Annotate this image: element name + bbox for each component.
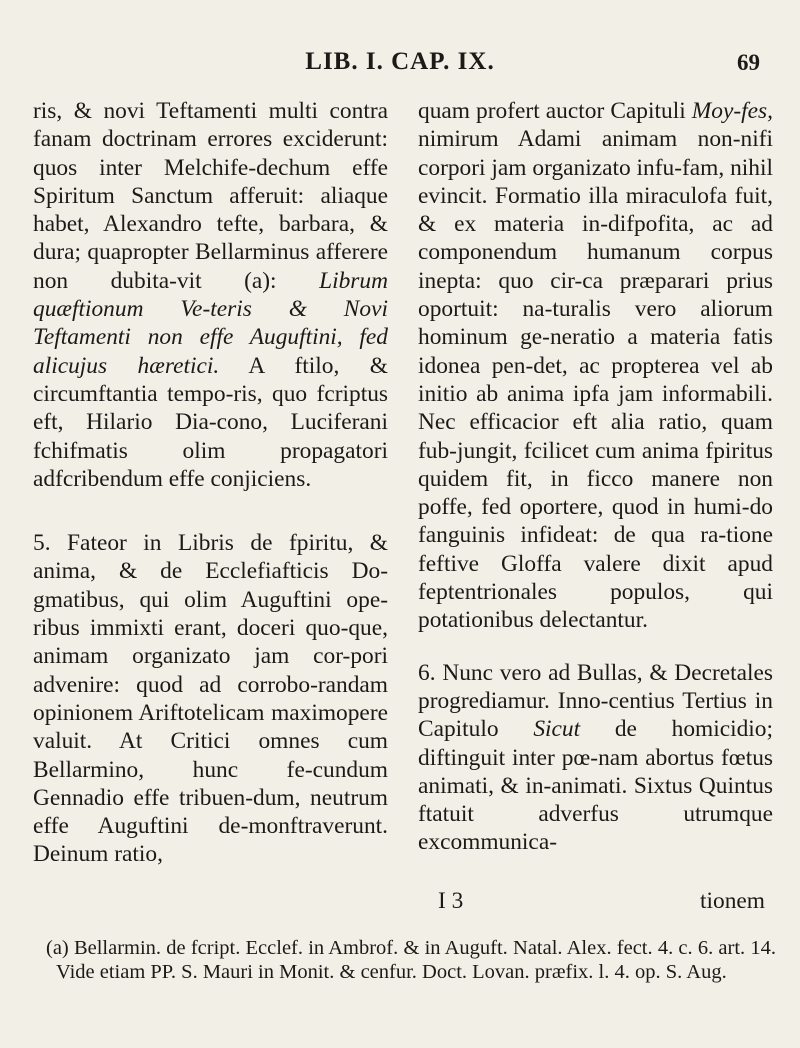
footnote [46, 936, 776, 984]
right-para2-italic: Sicut [533, 716, 581, 743]
right-para2-a: 6. Nunc vero ad Bullas, & Decretales progrediamur. Inno-centius Tertius in Capitulo [418, 659, 773, 743]
catchword: tionem [700, 888, 765, 914]
footnote-h: Aug. [686, 961, 727, 983]
page-number: 69 [737, 50, 760, 75]
right-column [418, 97, 773, 857]
left-para1-end: A ftilo, & circumftantia tempo-ris, quo fcriptus eft, Hilario Dia-cono, Luciferani fchifmatis olim propagatori adfcribendum effe conjiciens. [33, 352, 388, 492]
footnote-a: (a) Bellarmin. [46, 937, 162, 959]
footnote-f: Vide etiam PP. S. Mauri in Monit. & cenfur. Doct. Lovan. præfix. [56, 961, 594, 983]
left-para1-italic: Librum quæftionum Ve-teris & Novi Teftamenti non effe Auguftini, fed alicujus hæretici. [33, 267, 388, 379]
left-paragraph-2: 5. Fateor in Libris de fpiritu, & anima, & de Ecclefiafticis Do-gmatibus, qui olim Auguftini ope-ribus immixti erant, doceri quo-que, animam organizato jam cor-pori advenire: quod ad corrobo-randam opinionem Ariftotelicam maximopere valuit. At Critici omnes cum Bellarmino, hunc fe-cundum Gennadio effe tribuen-dum, neutrum effe Auguftini de-monftraverunt. Deinum ratio, [33, 530, 388, 868]
right-paragraph-1 [418, 97, 773, 635]
footnote-e: 4. c. 6. art. 14. [657, 937, 776, 959]
left-column [33, 97, 388, 869]
right-paragraph-2 [418, 659, 773, 857]
signature-mark: I 3 [438, 888, 464, 914]
right-para1-a: quam profert auctor Capituli [418, 98, 686, 124]
right-para2-b: de homicidio; diftinguit inter pœ-nam abortus fœtus animati, & in-animati. Sixtus Quintus ftatuit adverfus utrumque excommunica- [418, 716, 773, 856]
footnote-b: de fcript. Ecclef. in Ambrof. & in Auguft. [166, 937, 508, 959]
footnote-text [46, 936, 776, 984]
left-para1-text: ris, & novi Teftamenti multi contra fanam doctrinam errores exciderunt: quos inter Melchife-dechum effe Spiritum Sanctum afferuit: aliaque habet, Alexandro tefte, barbara, & dura; quapropter Bellarminus afferere non dubita-vit (a): [33, 98, 388, 294]
right-para1-b: nimirum Adami animam non-nifi corpori jam organizato infu-fam, nihil evincit. Formatio illa miraculofa fuit, & ex materia in-difpofita, ac ad componendum humanum corpus inepta: quo cir-ca præparari prius oportuit: na-turalis vero aliorum hominum ge-neratio a materia fatis idonea pen-det, ac propterea vel ab initio ab anima ipfa jam informabili. Nec efficacior eft alia ratio, quam fub-jungit, fcilicet cum anima fpiritus quidem fit, in ficco manere non poffe, fed oportere, quod in humi-do fanguinis infideat: de qua ra-tione feftive Gloffa valere dixit apud feptentrionales populos, qui potationibus delectantur. [418, 126, 773, 634]
right-para1-italic: Moy-fes, [691, 98, 773, 124]
footnote-d: fect. [616, 937, 653, 959]
left-paragraph-1 [33, 97, 388, 493]
page-header [0, 48, 800, 88]
footnote-c: Natal. Alex. [513, 937, 612, 959]
running-head: LIB. I. CAP. IX. [305, 48, 495, 75]
footnote-g: l. 4. op. S. [598, 961, 683, 983]
